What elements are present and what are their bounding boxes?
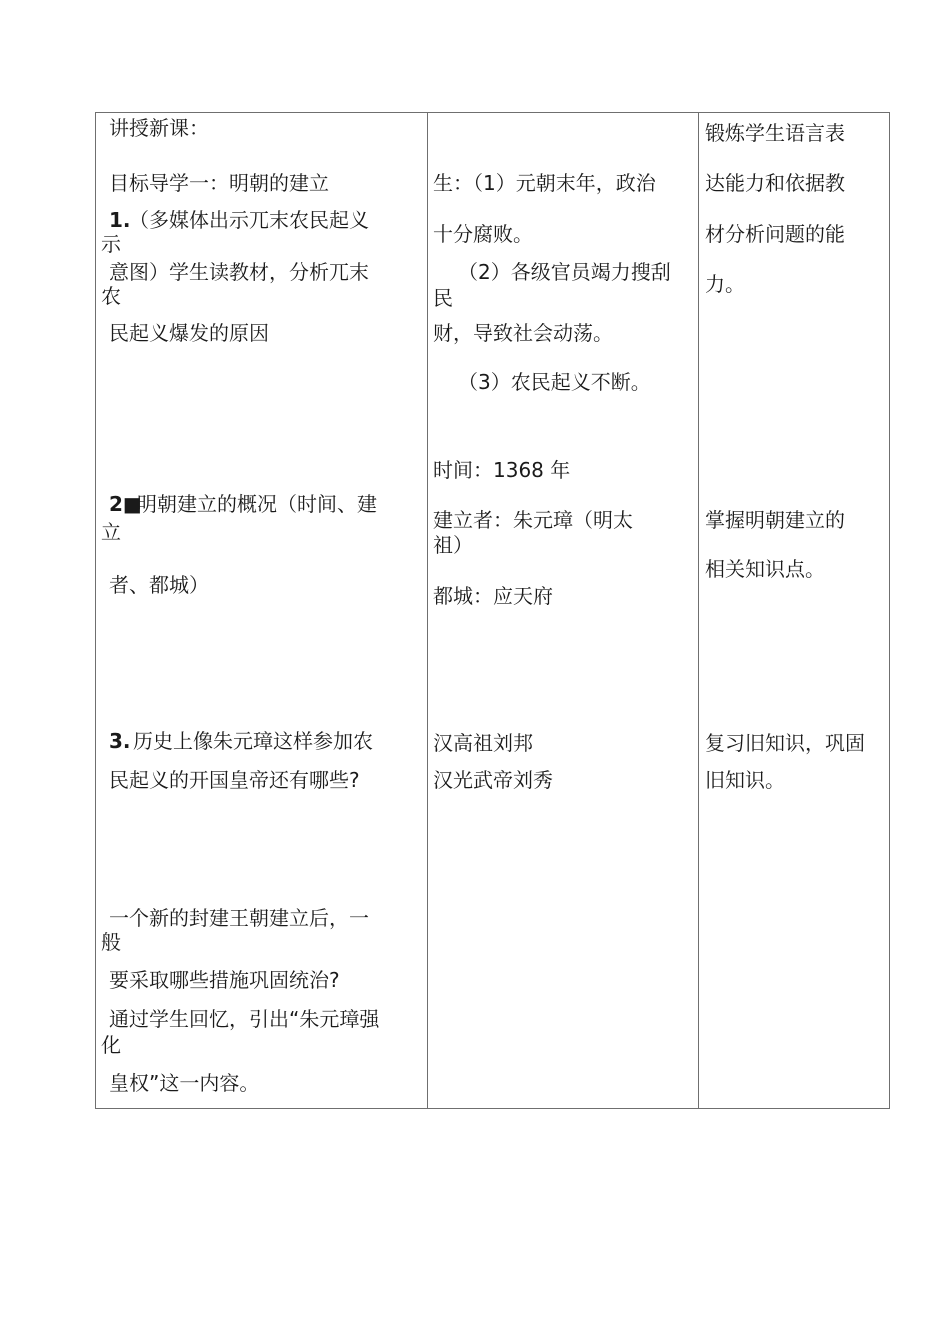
item1-line3: 民起义爆发的原因	[109, 321, 269, 345]
question-line2: 要采取哪些措施巩固统治?	[109, 968, 340, 992]
item2-line1: 明朝建立的概况（时间、建	[137, 492, 377, 516]
item3-line2: 民起义的开国皇帝还有哪些?	[109, 768, 360, 792]
item1-line2: 意图）学生读教材，分析兀末	[109, 260, 369, 284]
purpose1-line4: 力。	[705, 272, 745, 296]
founding-time: 时间：1368 年	[433, 458, 571, 482]
answer1-line3-wrap: 民	[433, 286, 453, 310]
purpose3-line2: 旧知识。	[705, 768, 785, 792]
purpose1-line1: 锻炼学生语言表	[705, 121, 845, 145]
goal-heading: 目标导学一：明朝的建立	[109, 171, 329, 195]
capital: 都城：应天府	[433, 584, 553, 608]
answer1-line4: 财，导致社会动荡。	[433, 321, 613, 345]
purpose2-line1: 掌握明朝建立的	[705, 508, 845, 532]
item3-number: 3.	[109, 729, 131, 753]
answer1-line1: 生：（1）元朝末年，政治	[433, 171, 656, 195]
purpose1-line3: 材分析问题的能	[705, 222, 845, 246]
question-line3: 通过学生回忆，引出“朱元璋强	[109, 1007, 380, 1031]
item2-number: 2■	[109, 492, 142, 516]
question-line4: 皇权”这一内容。	[109, 1071, 260, 1095]
question-line1-wrap: 般	[101, 930, 121, 954]
purpose1-line2: 达能力和依据教	[705, 171, 845, 195]
item1-line1: （多媒体出示兀末农民起义	[129, 208, 369, 232]
question-line3-wrap: 化	[101, 1033, 121, 1057]
emperor-1: 汉高祖刘邦	[433, 731, 533, 755]
column-divider-2	[698, 113, 699, 1108]
emperor-2: 汉光武帝刘秀	[433, 768, 553, 792]
answer1-line2: 十分腐败。	[433, 222, 533, 246]
founder-line1: 建立者：朱元璋（明太	[433, 508, 633, 532]
question-line1: 一个新的封建王朝建立后，一	[109, 906, 369, 930]
item1-line2-wrap: 农	[101, 284, 121, 308]
intro-label: 讲授新课：	[109, 116, 209, 140]
answer1-line3: （2）各级官员竭力搜刮	[458, 260, 671, 284]
item3-line1: 历史上像朱元璋这样参加农	[133, 729, 373, 753]
answer1-line5: （3）农民起义不断。	[458, 370, 651, 394]
item2-line2: 者、都城）	[109, 573, 209, 597]
purpose3-line1: 复习旧知识，巩固	[705, 731, 865, 755]
item1-line1-wrap: 示	[101, 232, 121, 256]
founder-line2: 祖）	[433, 533, 473, 557]
column-divider-1	[427, 113, 428, 1108]
purpose2-line2: 相关知识点。	[705, 557, 825, 581]
item1-number: 1.	[109, 208, 131, 232]
item2-line1-wrap: 立	[101, 520, 121, 544]
